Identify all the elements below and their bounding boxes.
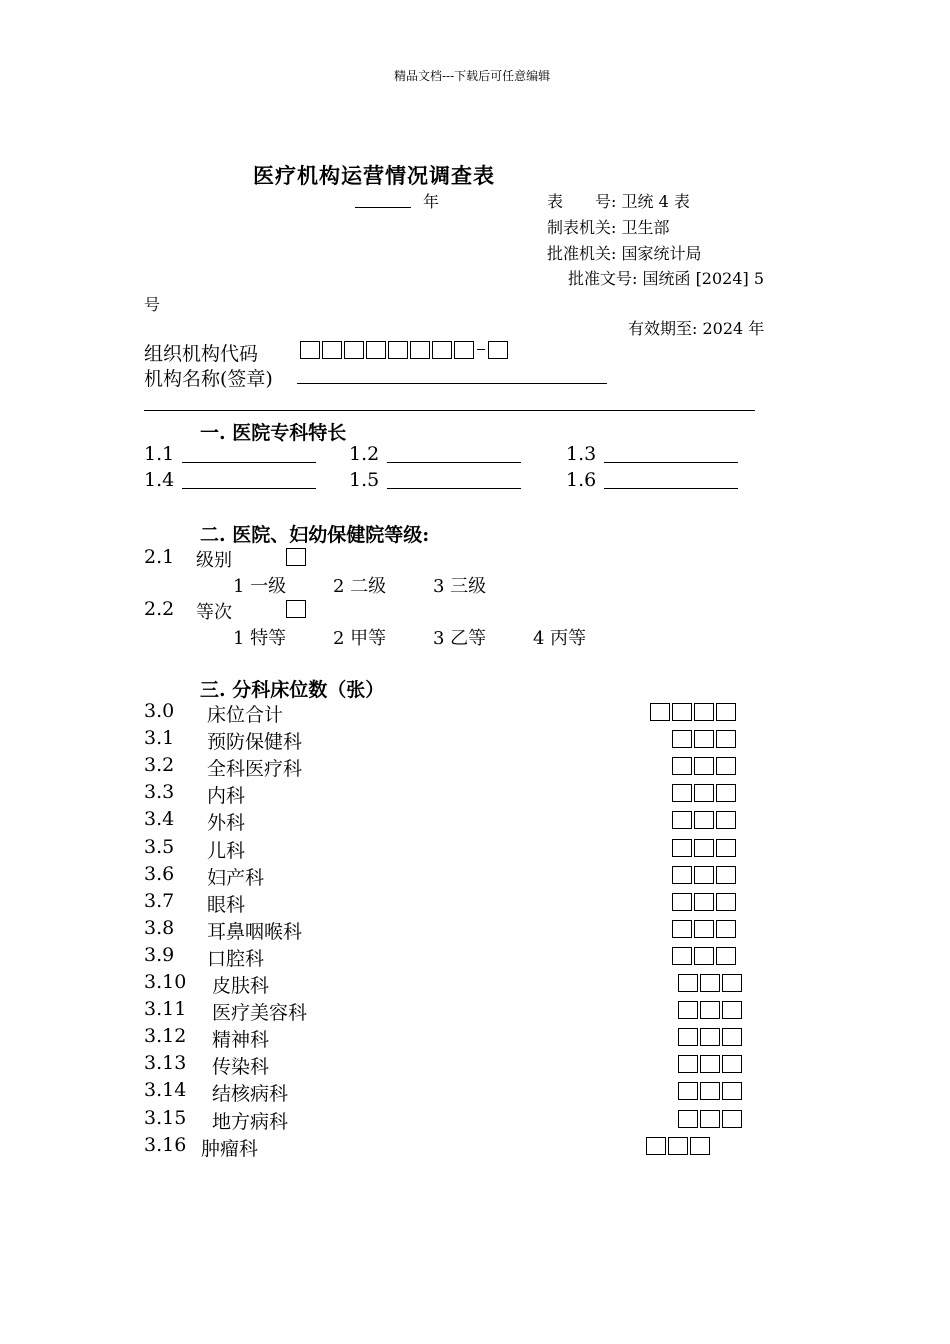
form-title: 医疗机构运营情况调查表 <box>253 163 495 188</box>
bed-count-box[interactable] <box>668 1137 688 1155</box>
org-code-box[interactable] <box>454 341 474 359</box>
grade-rank-option: 3 乙等 <box>433 628 487 649</box>
made-by: 制表机关: 卫生部 <box>547 218 670 237</box>
bed-row-label: 地方病科 <box>212 1111 289 1133</box>
bed-row-num: 3.4 <box>144 808 175 830</box>
grade-level-input-box[interactable] <box>286 548 306 566</box>
grade-rank-input-box[interactable] <box>286 600 306 618</box>
bed-count-box[interactable] <box>716 703 736 721</box>
specialty-num: 1.3 <box>566 443 597 465</box>
bed-count-box[interactable] <box>700 1055 720 1073</box>
specialty-num: 1.4 <box>144 469 175 491</box>
bed-count-box[interactable] <box>672 703 692 721</box>
bed-row-label: 全科医疗科 <box>207 758 303 780</box>
grade-rank-box[interactable] <box>286 600 308 618</box>
org-code-check-box[interactable] <box>488 341 508 359</box>
bed-count-boxes[interactable] <box>672 893 738 911</box>
grade-level-num: 2.1 <box>144 546 175 568</box>
bed-count-box[interactable] <box>672 757 692 775</box>
specialty-num: 1.5 <box>349 469 380 491</box>
approved-by: 批准机关: 国家统计局 <box>547 244 702 263</box>
org-code-box[interactable] <box>322 341 342 359</box>
bed-row-num: 3.16 <box>144 1134 187 1156</box>
org-code-label: 组织机构代码 <box>144 343 259 365</box>
bed-row-label: 眼科 <box>207 894 246 916</box>
bed-count-box[interactable] <box>694 947 714 965</box>
bed-count-box[interactable] <box>678 1028 698 1046</box>
section2-title: 二. 医院、妇幼保健院等级: <box>200 524 430 546</box>
bed-row-num: 3.6 <box>144 863 175 885</box>
bed-count-boxes[interactable] <box>650 703 738 721</box>
grade-level-option: 1 一级 <box>233 576 287 597</box>
bed-count-box[interactable] <box>694 920 714 938</box>
org-code-box[interactable] <box>300 341 320 359</box>
bed-count-boxes[interactable] <box>646 1137 712 1155</box>
bed-count-box[interactable] <box>722 1055 742 1073</box>
grade-rank-option: 4 丙等 <box>533 628 587 649</box>
bed-count-box[interactable] <box>694 757 714 775</box>
approval-number-suffix: 号 <box>144 295 161 314</box>
bed-row-label: 内科 <box>207 785 246 807</box>
bed-row-num: 3.11 <box>144 998 187 1020</box>
bed-count-box[interactable] <box>716 866 736 884</box>
bed-count-boxes[interactable] <box>672 784 738 802</box>
bed-row-label: 医疗美容科 <box>212 1002 308 1024</box>
bed-count-box[interactable] <box>694 784 714 802</box>
org-name-label: 机构名称(签章) <box>144 368 273 390</box>
bed-row-num: 3.15 <box>144 1107 187 1129</box>
bed-row-label: 耳鼻咽喉科 <box>207 921 303 943</box>
grade-level-option: 2 二级 <box>333 576 387 597</box>
bed-row-num: 3.12 <box>144 1025 187 1047</box>
bed-row-num: 3.5 <box>144 836 175 858</box>
bed-count-box[interactable] <box>672 920 692 938</box>
bed-count-box[interactable] <box>716 893 736 911</box>
specialty-input-line[interactable] <box>182 462 316 463</box>
year-label: 年 <box>423 192 440 211</box>
bed-count-box[interactable] <box>700 974 720 992</box>
org-code-dash <box>476 341 486 359</box>
bed-count-box[interactable] <box>722 1110 742 1128</box>
bed-count-box[interactable] <box>700 1028 720 1046</box>
bed-count-box[interactable] <box>700 1001 720 1019</box>
specialty-input-line[interactable] <box>182 488 316 489</box>
bed-count-box[interactable] <box>678 1082 698 1100</box>
bed-count-box[interactable] <box>690 1137 710 1155</box>
bed-row-label: 床位合计 <box>207 704 284 726</box>
bed-row-num: 3.7 <box>144 890 175 912</box>
bed-row-num: 3.9 <box>144 944 175 966</box>
bed-row-label: 妇产科 <box>207 867 265 889</box>
org-code-box[interactable] <box>366 341 386 359</box>
bed-row-label: 外科 <box>207 812 246 834</box>
year-input-line[interactable] <box>355 207 411 208</box>
bed-row-label: 结核病科 <box>212 1083 289 1105</box>
bed-count-box[interactable] <box>672 947 692 965</box>
bed-row-num: 3.8 <box>144 917 175 939</box>
bed-count-box[interactable] <box>694 839 714 857</box>
section1-title: 一. 医院专科特长 <box>200 422 347 444</box>
bed-count-box[interactable] <box>716 730 736 748</box>
bed-count-boxes[interactable] <box>678 1082 744 1100</box>
specialty-input-line[interactable] <box>604 462 738 463</box>
bed-count-box[interactable] <box>678 1055 698 1073</box>
bed-count-boxes[interactable] <box>678 1055 744 1073</box>
bed-row-label: 皮肤科 <box>212 975 270 997</box>
bed-count-boxes[interactable] <box>672 730 738 748</box>
bed-count-box[interactable] <box>700 1110 720 1128</box>
bed-count-box[interactable] <box>694 866 714 884</box>
bed-count-box[interactable] <box>722 974 742 992</box>
grade-level-box[interactable] <box>286 548 308 566</box>
org-code-box[interactable] <box>344 341 364 359</box>
bed-count-box[interactable] <box>722 1028 742 1046</box>
bed-count-boxes[interactable] <box>672 811 738 829</box>
org-code-boxes[interactable] <box>300 341 510 359</box>
bed-row-label: 儿科 <box>207 840 246 862</box>
grade-rank-option: 2 甲等 <box>333 628 387 649</box>
header-note: 精品文档---下载后可任意编辑 <box>394 69 551 83</box>
bed-row-num: 3.10 <box>144 971 187 993</box>
specialty-input-line[interactable] <box>604 488 738 489</box>
specialty-num: 1.1 <box>144 443 175 465</box>
bed-count-box[interactable] <box>694 893 714 911</box>
bed-row-label: 精神科 <box>212 1029 270 1051</box>
bed-count-box[interactable] <box>694 730 714 748</box>
bed-count-boxes[interactable] <box>678 1110 744 1128</box>
grade-rank-label: 等次 <box>196 602 232 623</box>
bed-count-box[interactable] <box>672 811 692 829</box>
bed-count-box[interactable] <box>650 703 670 721</box>
divider-line <box>144 410 755 411</box>
valid-until: 有效期至: 2024 年 <box>628 319 765 338</box>
bed-count-box[interactable] <box>722 1001 742 1019</box>
bed-row-label: 口腔科 <box>207 948 265 970</box>
grade-rank-num: 2.2 <box>144 598 175 620</box>
bed-count-boxes[interactable] <box>678 1028 744 1046</box>
specialty-input-line[interactable] <box>387 462 521 463</box>
bed-count-box[interactable] <box>672 784 692 802</box>
form-number: 表 号: 卫统 4 表 <box>547 192 690 211</box>
bed-row-num: 3.14 <box>144 1079 187 1101</box>
bed-count-box[interactable] <box>716 811 736 829</box>
bed-row-label: 预防保健科 <box>207 731 303 753</box>
bed-count-box[interactable] <box>678 1001 698 1019</box>
bed-count-boxes[interactable] <box>672 757 738 775</box>
grade-level-option: 3 三级 <box>433 576 487 597</box>
approval-number: 批准文号: 国统函 [2024] 5 <box>568 269 765 288</box>
bed-count-box[interactable] <box>678 1110 698 1128</box>
section3-title: 三. 分科床位数（张） <box>200 679 385 701</box>
bed-count-boxes[interactable] <box>678 1001 744 1019</box>
bed-count-box[interactable] <box>694 811 714 829</box>
bed-count-box[interactable] <box>722 1082 742 1100</box>
specialty-num: 1.6 <box>566 469 597 491</box>
bed-count-box[interactable] <box>700 1082 720 1100</box>
bed-count-boxes[interactable] <box>678 974 744 992</box>
bed-count-boxes[interactable] <box>672 839 738 857</box>
bed-row-label: 肿瘤科 <box>201 1138 259 1160</box>
bed-count-box[interactable] <box>716 947 736 965</box>
bed-count-box[interactable] <box>672 866 692 884</box>
org-code-box[interactable] <box>410 341 430 359</box>
bed-count-box[interactable] <box>672 839 692 857</box>
org-code-box[interactable] <box>432 341 452 359</box>
bed-row-num: 3.1 <box>144 727 175 749</box>
bed-count-box[interactable] <box>716 839 736 857</box>
bed-count-box[interactable] <box>646 1137 666 1155</box>
bed-row-label: 传染科 <box>212 1056 270 1078</box>
bed-count-box[interactable] <box>672 730 692 748</box>
bed-count-box[interactable] <box>672 893 692 911</box>
bed-count-box[interactable] <box>716 784 736 802</box>
bed-count-box[interactable] <box>716 757 736 775</box>
bed-count-box[interactable] <box>678 974 698 992</box>
bed-row-num: 3.13 <box>144 1052 187 1074</box>
grade-level-label: 级别 <box>196 550 232 571</box>
bed-count-boxes[interactable] <box>672 947 738 965</box>
org-name-input-line[interactable] <box>297 383 607 384</box>
bed-count-box[interactable] <box>694 703 714 721</box>
specialty-input-line[interactable] <box>387 488 521 489</box>
grade-rank-option: 1 特等 <box>233 628 287 649</box>
bed-row-num: 3.2 <box>144 754 175 776</box>
bed-count-box[interactable] <box>716 920 736 938</box>
specialty-num: 1.2 <box>349 443 380 465</box>
bed-row-num: 3.3 <box>144 781 175 803</box>
bed-count-boxes[interactable] <box>672 866 738 884</box>
org-code-box[interactable] <box>388 341 408 359</box>
bed-count-boxes[interactable] <box>672 920 738 938</box>
bed-row-num: 3.0 <box>144 700 175 722</box>
